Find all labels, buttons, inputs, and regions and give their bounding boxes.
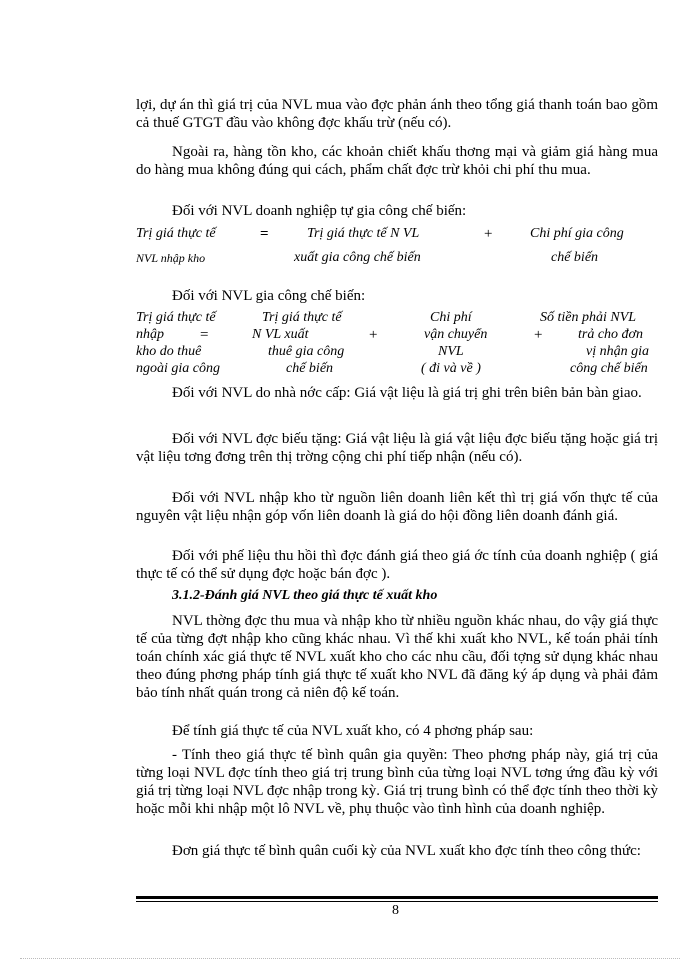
formula2-col1-line2: nhập <box>136 327 164 342</box>
formula1-lhs-line1: Trị giá thực tế <box>136 226 216 241</box>
formula2-col3-line3: NVL <box>438 344 464 359</box>
formula2-equals: = <box>200 327 209 343</box>
formula1-term2-line2: chế biến <box>551 250 599 265</box>
formula2-col4-line2: trả cho đơn <box>578 327 644 342</box>
formula2-col2-line3: thuê gia công <box>268 344 345 359</box>
paragraph-2: Ngoài ra, hàng tồn kho, các khoản chiết khấu thơng mại và giảm giá hàng mua do hàng mua không đúng qui cách, phẩm chất đợc trừ khỏi chi phí thu mua. <box>136 144 658 178</box>
footer-rule-thick <box>136 896 658 899</box>
paragraph-4: Đối với NVL gia công chế biến: <box>172 288 366 304</box>
formula2-col2-line2: N VL xuất <box>252 327 309 342</box>
formula2-col4-line3: vị nhận gia <box>586 344 649 359</box>
paragraph-1: lợi, dự án thì giá trị của NVL mua vào đợc phản ánh theo tổng giá thanh toán bao gồm cả thuế GTGT đầu vào không đợc khấu trừ (nếu có). <box>136 97 658 131</box>
paragraph-10: Để tính giá thực tế của NVL xuất kho, có 4 phơng pháp sau: <box>172 723 534 739</box>
formula1-term2-line1: Chi phí gia công <box>530 226 624 241</box>
paragraph-5: Đối với NVL do nhà nớc cấp: Giá vật liệu là giá trị ghi trên biên bản bàn giao. <box>172 385 642 401</box>
formula2-col1-line3: kho do thuê <box>136 344 202 359</box>
formula1-term1-line2: xuất gia công chế biến <box>294 250 421 265</box>
paragraph-3: Đối với NVL doanh nghiệp tự gia công chế biến: <box>172 203 467 219</box>
formula1-lhs-line2: NVL nhập kho <box>136 251 206 265</box>
footer-rule-thin <box>136 901 658 902</box>
formula1-plus: + <box>484 226 493 242</box>
formula2-col3-line2: vận chuyển <box>424 327 488 342</box>
formula2-col4-line1: Số tiền phải NVL <box>540 310 637 325</box>
formula1-equals: = <box>260 226 269 242</box>
formula2-col2-line4: chế biến <box>286 361 334 376</box>
formula2-col4-line4: công chế biến <box>570 361 648 376</box>
formula2-plus-2: + <box>534 327 543 343</box>
paragraph-6: Đối với NVL đợc biếu tặng: Giá vật liệu là giá vật liệu đợc biếu tặng hoặc giá trị vật liệu tơng đơng trên thị trờng cộng chi phí tiếp nhận (nếu có). <box>136 431 658 465</box>
page-bottom-dotted-line <box>20 958 680 959</box>
formula1-term1-line1: Trị giá thực tế N VL <box>307 226 420 241</box>
formula2-plus-1: + <box>369 327 378 343</box>
formula2-col3-line1: Chi phí <box>430 310 472 325</box>
paragraph-12: Đơn giá thực tế bình quân cuối kỳ của NVL xuất kho đợc tính theo công thức: <box>172 843 641 859</box>
section-heading: 3.1.2-Đánh giá NVL theo giá thực tế xuất kho <box>172 588 438 603</box>
formula2-col1-line1: Trị giá thực tế <box>136 310 216 325</box>
formula2-col1-line4: ngoài gia công <box>136 361 220 376</box>
paragraph-11: - Tính theo giá thực tế bình quân gia quyền: Theo phơng pháp này, giá trị của từng loại NVL đợc tính theo giá trị trung bình của từng loại NVL tơng ứng đầu kỳ với giá trị từng loại NVL đợc nhập trong kỳ. Giá trị trung bình có thể đợc tính theo thời kỳ hoặc mỗi khi nhập một lô NVL về, phụ thuộc vào tình hình của doanh nghiệp. <box>136 747 658 817</box>
formula2-col3-line4: ( đi và về ) <box>421 361 481 376</box>
paragraph-9: NVL thờng đợc thu mua và nhập kho từ nhiều nguồn khác nhau, do vậy giá thực tế của từng đợt nhập kho cũng khác nhau. Vì thế khi xuất kho NVL, kế toán phải tính toán chính xác giá thực tế NVL xuất kho cho các nhu cầu, đối tợng sử dụng khác nhau theo đúng phơng pháp tính giá thực tế xuất kho NVL đã đăng ký áp dụng và phải đảm bảo tính nhất quán trong cả niên độ kế toán. <box>136 613 658 701</box>
paragraph-7: Đối với NVL nhập kho từ nguồn liên doanh liên kết thì trị giá vốn thực tế của nguyên vật liệu nhận góp vốn liên doanh là giá do hội đồng liên doanh đánh giá. <box>136 490 658 524</box>
formula2-col2-line1: Trị giá thực tế <box>262 310 342 325</box>
page-number: 8 <box>392 903 399 918</box>
paragraph-8: Đối với phế liệu thu hồi thì đợc đánh giá theo giá ớc tính của doanh nghiệp ( giá thực tế có thể sử dụng đợc hoặc bán đợc ). <box>136 548 658 582</box>
